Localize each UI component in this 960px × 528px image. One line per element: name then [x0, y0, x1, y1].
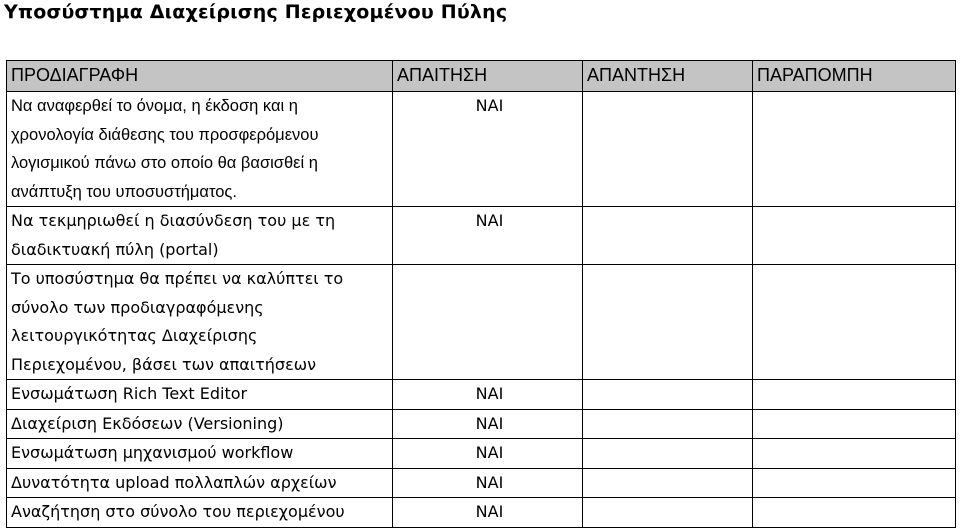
spec-line: λογισμικού πάνω στο οποίο θα βασισθεί η [11, 154, 318, 172]
requirement-cell: ΝΑΙ [393, 439, 583, 469]
spec-line: λειτουργικότητας Διαχείρισης [11, 326, 258, 345]
reference-cell[interactable] [753, 409, 956, 439]
spec-cell [7, 92, 393, 207]
spec-line: σύνολο των προδιαγραφόμενης [11, 297, 264, 317]
reference-cell[interactable] [753, 265, 956, 380]
requirement-cell: ΝΑΙ [393, 409, 583, 439]
spec-line: Να τεκμηριωθεί η διασύνδεση του με τη [11, 211, 336, 230]
specification-table [6, 60, 956, 528]
spec-line: Το υποσύστημα θα πρέπει να καλύπτει το [11, 269, 344, 288]
answer-cell[interactable] [583, 92, 753, 207]
table-row [7, 92, 956, 207]
reference-cell[interactable] [753, 380, 956, 410]
spec-cell [7, 265, 393, 380]
spec-line: Περιεχομένου, βάσει των απαιτήσεων [11, 354, 317, 374]
table-row [7, 207, 956, 265]
reference-cell[interactable] [753, 92, 956, 207]
reference-cell[interactable] [753, 468, 956, 498]
spec-line: ανάπτυξη του υποσυστήματος. [11, 182, 237, 201]
requirement-cell: ΝΑΙ [393, 468, 583, 498]
answer-cell[interactable] [583, 468, 753, 498]
spec-cell: Ενσωμάτωση Rich Text Editor [7, 380, 393, 410]
spec-line: χρονολογία διάθεσης του προσφερόμενου [11, 125, 319, 144]
requirement-cell: ΝΑΙ [393, 380, 583, 410]
requirement-cell: ΝΑΙ [393, 207, 583, 265]
spec-cell: Ενσωμάτωση μηχανισμού workflow [7, 439, 393, 469]
answer-cell[interactable] [583, 498, 753, 528]
table-row [7, 498, 956, 528]
table-row [7, 468, 956, 498]
table-row [7, 265, 956, 380]
answer-cell[interactable] [583, 207, 753, 265]
spec-cell [7, 207, 393, 265]
table-row [7, 380, 956, 410]
answer-cell[interactable] [583, 439, 753, 469]
header-requirement: ΑΠΑΙΤΗΣΗ [393, 61, 583, 92]
table-row [7, 409, 956, 439]
table-row [7, 439, 956, 469]
header-spec: ΠΡΟΔΙΑΓΡΑΦΗ [7, 61, 393, 92]
spec-line: Να αναφερθεί το όνομα, η έκδοση και η [11, 97, 298, 115]
header-answer: ΑΠΑΝΤΗΣΗ [583, 61, 753, 92]
reference-cell[interactable] [753, 498, 956, 528]
header-reference: ΠΑΡΑΠΟΜΠΗ [753, 61, 956, 92]
page-title: Υποσύστημα Διαχείρισης Περιεχομένου Πύλης [4, 1, 508, 23]
requirement-cell: ΝΑΙ [393, 92, 583, 207]
spec-cell: Διαχείριση Εκδόσεων (Versioning) [7, 409, 393, 439]
reference-cell[interactable] [753, 207, 956, 265]
answer-cell[interactable] [583, 409, 753, 439]
answer-cell[interactable] [583, 380, 753, 410]
requirement-cell: ΝΑΙ [393, 498, 583, 528]
spec-cell: Αναζήτηση στο σύνολο του περιεχομένου [7, 498, 393, 528]
spec-line: διαδικτυακή πύλη (portal) [11, 239, 219, 259]
table-header-row [7, 61, 956, 92]
requirement-cell [393, 265, 583, 380]
spec-cell: Δυνατότητα upload πολλαπλών αρχείων [7, 468, 393, 498]
answer-cell[interactable] [583, 265, 753, 380]
reference-cell[interactable] [753, 439, 956, 469]
